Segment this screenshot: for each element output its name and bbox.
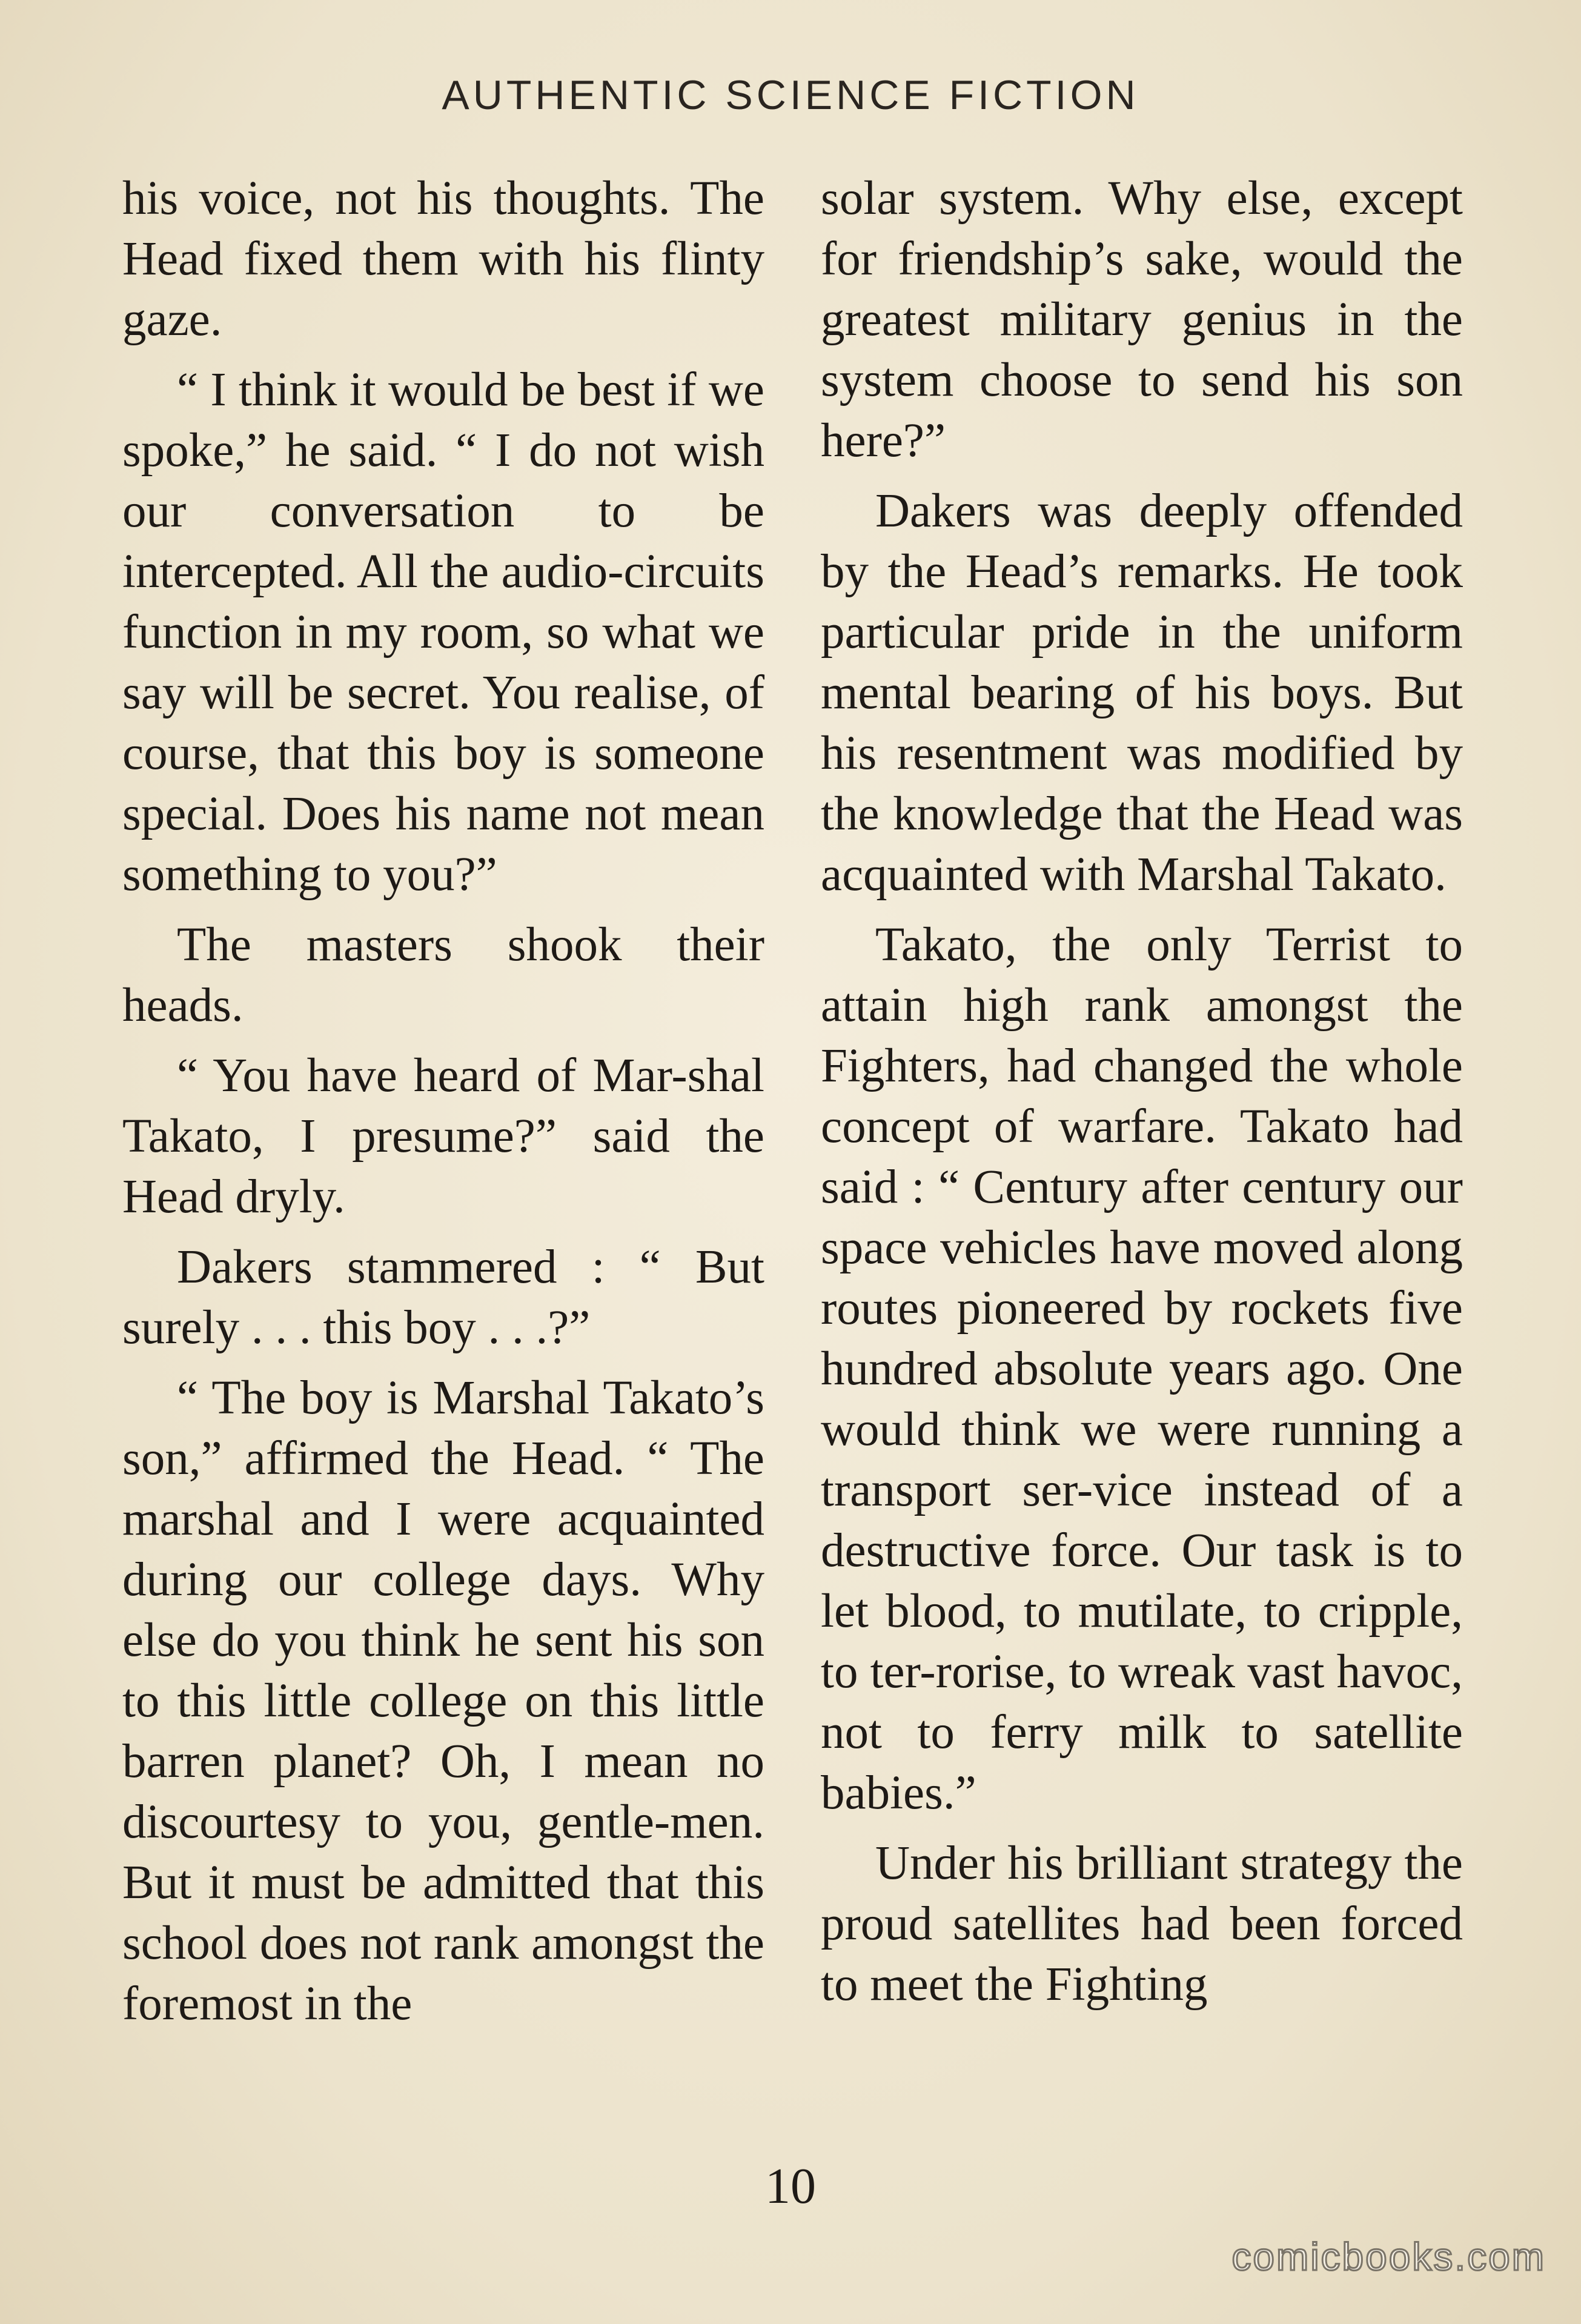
paragraph: Under his brilliant strategy the proud satellites had been forced to meet the Fighting: [821, 1837, 1463, 2011]
paragraph: Takato, the only Terrist to attain high rank amongst the Fighters, had changed the whole concept of warfare. Takato had said : “ Century after century our space vehicles have moved along routes pioneered by rockets five hundred absolute years ago. One would think we were running a transport ser-vice instead of a destructive force. Our task is to let blood, to mutilate, to cripple, to ter-rorise, to wreak vast havoc, not to ferry milk to satellite babies.”: [821, 918, 1463, 1819]
paragraph: his voice, not his thoughts. The Head fixed them with his flinty gaze.: [122, 172, 764, 346]
paragraph: “ The boy is Marshal Takato’s son,” affirmed the Head. “ The marshal and I were acquainted during our college days. Why else do you think he sent his son to this little college on this little barren planet? Oh, I mean no discourtesy to you, gentle-men. But it must be admitted that this school does not rank amongst the foremost in the: [122, 1372, 764, 2030]
paragraph: solar system. Why else, except for friendship’s sake, would the greatest military genius in the system choose to send his son here?”: [821, 172, 1463, 467]
right-column: [821, 168, 1463, 2025]
paragraph: “ I think it would be best if we spoke,” he said. “ I do not wish our conversation to be intercepted. All the audio-circuits function in my room, so what we say will be secret. You realise, of course, that this boy is someone special. Does his name not mean something to you?”: [122, 364, 764, 901]
paragraph: Dakers stammered : “ But surely . . . this boy . . .?”: [122, 1241, 764, 1354]
left-column: [122, 168, 764, 2044]
watermark-logo: comicbooks.com: [1231, 2235, 1546, 2279]
page-number: 10: [765, 2158, 816, 2214]
running-head: AUTHENTIC SCIENCE FICTION: [442, 72, 1139, 118]
paragraph: Dakers was deeply offended by the Head’s remarks. He took particular pride in the uniform mental bearing of his boys. But his resentment was modified by the knowledge that the Head was acquainted with Marshal Takato.: [821, 485, 1463, 901]
paragraph: “ You have heard of Mar-shal Takato, I presume?” said the Head dryly.: [122, 1049, 764, 1223]
paragraph: The masters shook their heads.: [122, 918, 764, 1032]
